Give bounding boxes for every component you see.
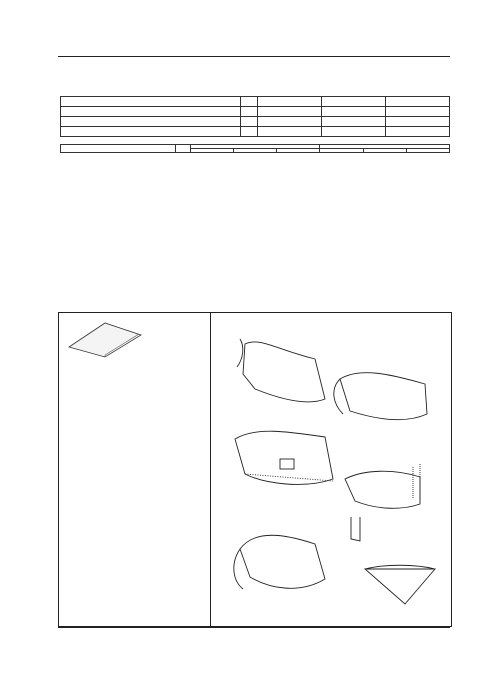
view-a-coat — [243, 342, 325, 402]
size-head-s — [258, 97, 322, 107]
size-head-m — [322, 97, 386, 107]
size-head-l — [386, 97, 450, 107]
header-divider — [58, 56, 450, 57]
table-row — [61, 107, 450, 117]
view-b-coat — [235, 431, 333, 484]
view-e-sweater — [345, 471, 420, 508]
footer-divider — [58, 627, 450, 628]
view-f-bandana — [365, 569, 435, 604]
size-table-head-label — [61, 97, 241, 107]
size-table — [60, 96, 450, 137]
yardage-table — [60, 144, 450, 153]
table-row — [61, 117, 450, 127]
view-c-coat — [240, 535, 325, 588]
fabrics-illustration-panel — [58, 312, 452, 627]
fabric-icon — [65, 317, 145, 359]
view-d-coat — [340, 373, 427, 420]
table-row — [61, 127, 450, 137]
pattern-views-illustration — [215, 319, 447, 621]
panel-divider — [210, 313, 211, 626]
